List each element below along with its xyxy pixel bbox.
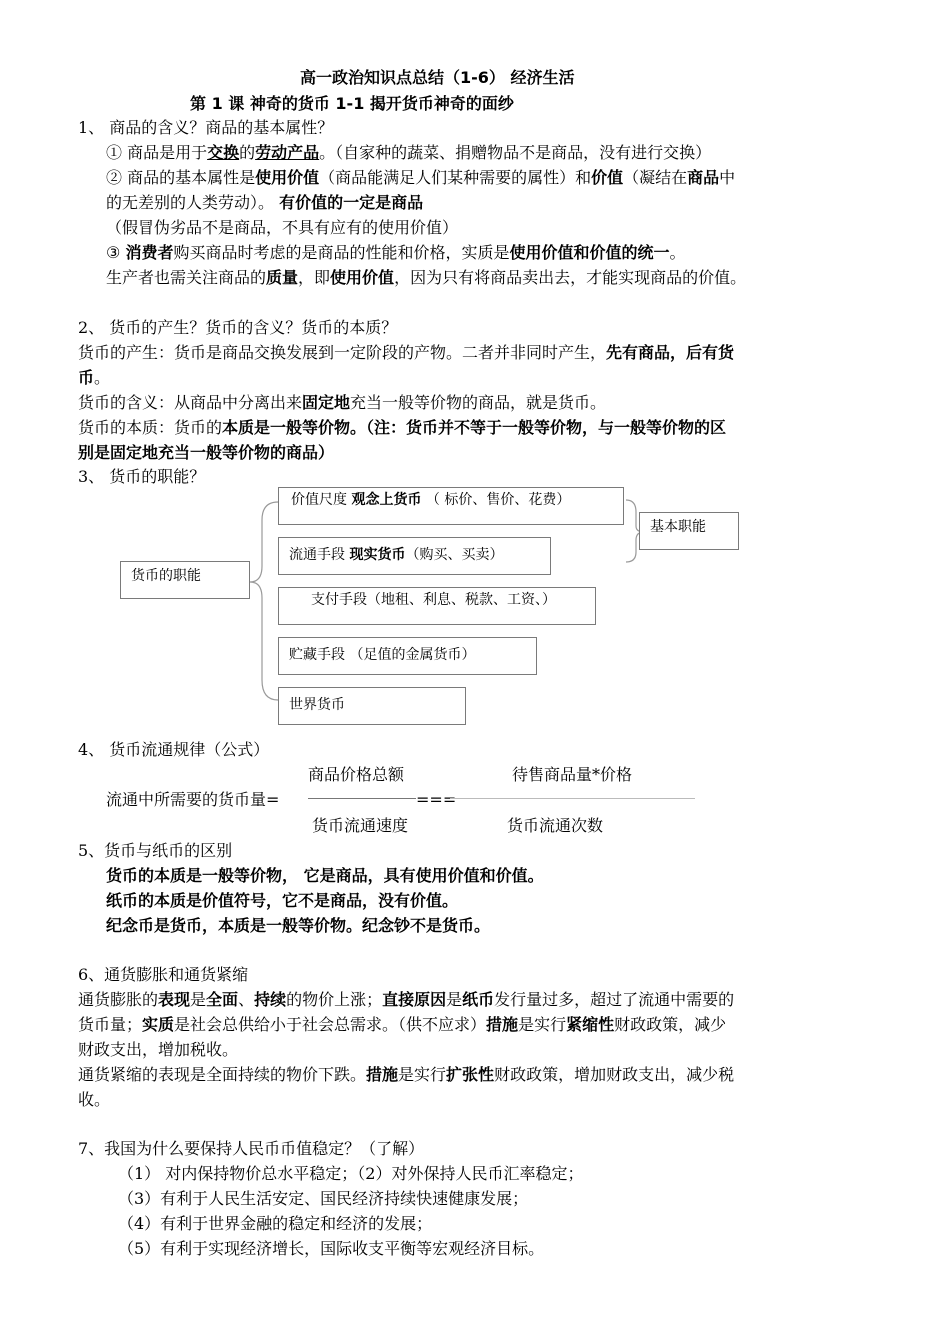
s5-line-2: 纸币的本质是价值符号，它不是商品，没有价值。 [106, 891, 459, 910]
s1-line-1: ① 商品是用于交换的劳动产品。（自家种的蔬菜、捐赠物品不是商品，没有进行交换） [106, 143, 712, 162]
section-5-question: 5、货币与纸币的区别 [78, 841, 233, 860]
s2-line-3: 货币的含义：从商品中分离出来固定地充当一般等价物的商品，就是货币。 [78, 393, 607, 412]
s7-line-3: （4）有利于世界金融的稳定和经济的发展； [118, 1214, 433, 1233]
s5-line-3: 纪念币是货币，本质是一般等价物。纪念钞不是货币。 [106, 916, 491, 935]
s1-line-3: 的无差别的人类劳动）。 有价值的一定是商品 [106, 193, 424, 212]
s7-line-2: （3）有利于人民生活安定、国民经济持续快速健康发展； [118, 1189, 529, 1208]
page-title: 高一政治知识点总结（1-6） 经济生活 [300, 68, 575, 87]
function-box-medium-of-circulation: 流通手段 现实货币（购买、买卖） [278, 537, 551, 575]
root-box-money-functions: 货币的职能 [120, 561, 250, 599]
formula-equals: === [416, 790, 457, 809]
function-box-measure-of-value: 价值尺度 观念上货币 （ 标价、售价、花费） [278, 487, 624, 525]
s1-line-6: 生产者也需关注商品的质量，即使用价值，因为只有将商品卖出去，才能实现商品的价值。 [106, 268, 747, 287]
section-1-question: 1、 商品的含义？商品的基本属性？ [78, 118, 334, 137]
s7-line-4: （5）有利于实现经济增长，国际收支平衡等宏观经济目标。 [118, 1239, 545, 1258]
formula-lhs: 流通中所需要的货币量= [106, 790, 280, 809]
s1-line-5: ③ 消费者购买商品时考虑的是商品的性能和价格，实质是使用价值和价值的统一。 [106, 243, 686, 262]
section-4-question: 4、 货币流通规律（公式） [78, 740, 270, 759]
s7-line-1: （1） 对内保持物价总水平稳定；（2）对外保持人民币汇率稳定； [118, 1164, 584, 1183]
function-box-store-of-value: 贮藏手段 （足值的金属货币） [278, 637, 537, 675]
s2-line-1: 货币的产生：货币是商品交换发展到一定阶段的产物。二者并非同时产生，先有商品，后有货 [78, 343, 735, 362]
s6-line-2: 货币量；实质是社会总供给小于社会总需求。（供不应求）措施是实行紧缩性财政政策，减少 [78, 1015, 727, 1034]
section-3-question: 3、 货币的职能？ [78, 467, 206, 486]
section-7-question: 7、我国为什么要保持人民币币值稳定？（了解） [78, 1139, 425, 1158]
s6-line-3: 财政支出，增加税收。 [78, 1040, 239, 1059]
function-box-means-of-payment: 支付手段（地租、利息、税款、工资、） [278, 587, 596, 625]
s6-line-4: 通货紧缩的表现是全面持续的物价下跌。措施是实行扩张性财政政策，增加财政支出，减少税 [78, 1065, 735, 1084]
section-6-question: 6、通货膨胀和通货紧缩 [78, 965, 249, 984]
fraction-bar-2 [450, 798, 695, 799]
formula-numerator-1: 商品价格总额 [308, 765, 405, 784]
fraction-bar-1 [308, 798, 416, 799]
functions-bracket [250, 502, 278, 700]
s2-line-2: 币。 [78, 368, 111, 387]
s2-line-4: 货币的本质：货币的本质是一般等价物。（注：货币并不等于一般等价物，与一般等价物的区 [78, 418, 727, 437]
s1-line-4: （假冒伪劣品不是商品，不具有应有的使用价值） [106, 218, 459, 237]
s2-line-5: 别是固定地充当一般等价物的商品） [78, 443, 335, 462]
s1-line-2: ② 商品的基本属性是使用价值（商品能满足人们某种需要的属性）和价值（凝结在商品中 [106, 168, 736, 187]
section-2-question: 2、 货币的产生？货币的含义？货币的本质？ [78, 318, 398, 337]
s6-line-5: 收。 [78, 1090, 111, 1109]
formula-denominator-1: 货币流通速度 [312, 816, 409, 835]
s5-line-1: 货币的本质是一般等价物， 它是商品，具有使用价值和价值。 [106, 866, 544, 885]
function-box-world-money: 世界货币 [278, 687, 466, 725]
s6-line-1: 通货膨胀的表现是全面、持续的物价上涨；直接原因是纸币发行量过多，超过了流通中需要的 [78, 990, 735, 1009]
formula-numerator-2: 待售商品量*价格 [512, 765, 633, 784]
page-subtitle: 第 1 课 神奇的货币 1-1 揭开货币神奇的面纱 [190, 94, 514, 113]
basic-functions-box: 基本职能 [639, 512, 739, 550]
formula-denominator-2: 货币流通次数 [507, 816, 604, 835]
